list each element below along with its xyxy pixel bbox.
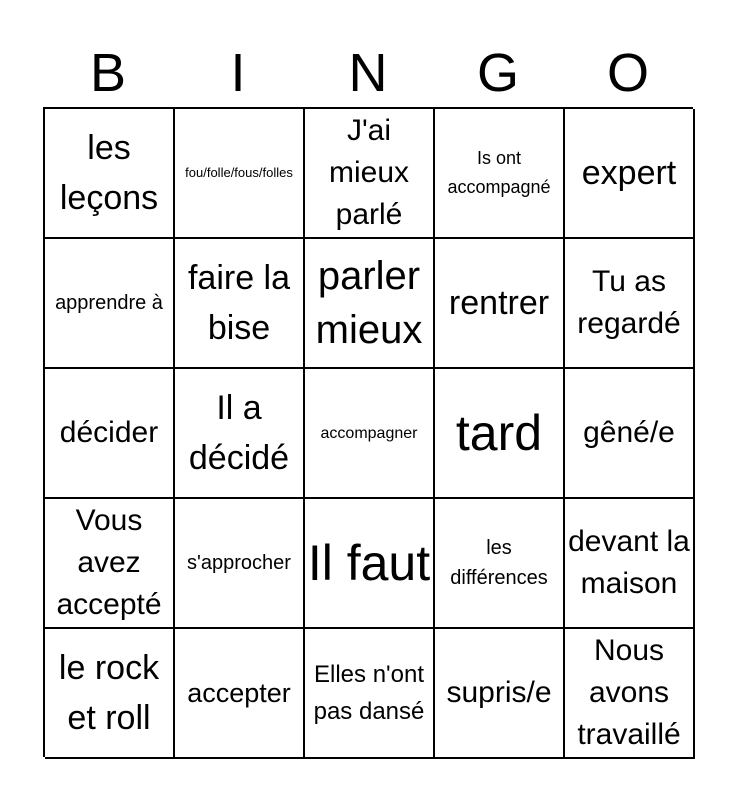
cell-text: Tu as regardé xyxy=(577,265,681,340)
bingo-cell[interactable] xyxy=(175,369,305,499)
bingo-header xyxy=(43,40,693,106)
cell-text: accompagner xyxy=(320,424,418,442)
bingo-cell[interactable] xyxy=(45,239,175,369)
bingo-cell[interactable] xyxy=(175,239,305,369)
cell-text: fou/folle/fous/folles xyxy=(185,165,293,180)
bingo-cell[interactable] xyxy=(565,109,695,239)
cell-text: parler mieux xyxy=(315,254,423,352)
cell-text: les différences xyxy=(450,537,548,589)
cell-text: J'ai mieux parlé xyxy=(328,114,410,231)
bingo-cell[interactable] xyxy=(565,369,695,499)
bingo-cell[interactable] xyxy=(305,629,435,759)
header-letter-b: B xyxy=(89,43,127,103)
bingo-board xyxy=(43,107,693,757)
bingo-cell[interactable] xyxy=(435,369,565,499)
header-letter-g: G xyxy=(476,43,519,103)
cell-text: rentrer xyxy=(448,284,550,322)
cell-text: gêné/e xyxy=(583,416,675,449)
cell-text: Il a décidé xyxy=(188,389,290,477)
bingo-cell[interactable] xyxy=(175,629,305,759)
cell-text: Is ont accompagné xyxy=(447,148,551,197)
cell-text: Nous avons travaillé xyxy=(577,634,681,751)
cell-text: les leçons xyxy=(59,129,159,217)
cell-text: décider xyxy=(59,416,159,449)
cell-text: faire la bise xyxy=(187,259,291,347)
cell-text: tard xyxy=(455,405,543,461)
cell-text: Vous avez accepté xyxy=(56,504,162,621)
cell-text: s'approcher xyxy=(187,552,291,574)
bingo-cell[interactable] xyxy=(45,499,175,629)
bingo-cell[interactable] xyxy=(435,109,565,239)
bingo-cell[interactable] xyxy=(565,239,695,369)
bingo-cell[interactable] xyxy=(305,369,435,499)
cell-text: Elles n'ont pas dansé xyxy=(313,661,425,725)
cell-text: devant la maison xyxy=(568,525,690,600)
bingo-cell[interactable] xyxy=(435,499,565,629)
bingo-cell[interactable] xyxy=(435,239,565,369)
bingo-cell[interactable] xyxy=(305,109,435,239)
bingo-cell[interactable] xyxy=(45,629,175,759)
bingo-cell[interactable] xyxy=(45,369,175,499)
cell-text: expert xyxy=(581,154,677,192)
header-letter-o: O xyxy=(606,43,649,103)
bingo-cell[interactable] xyxy=(565,629,695,759)
bingo-cell[interactable] xyxy=(305,499,435,629)
cell-text: Il faut xyxy=(307,535,431,591)
header-letter-n: N xyxy=(348,43,388,103)
bingo-cell[interactable] xyxy=(45,109,175,239)
bingo-cell[interactable] xyxy=(175,109,305,239)
cell-text: apprendre à xyxy=(55,292,163,314)
bingo-cell[interactable] xyxy=(175,499,305,629)
bingo-cell[interactable] xyxy=(435,629,565,759)
cell-text: supris/e xyxy=(446,676,552,709)
bingo-cell[interactable] xyxy=(305,239,435,369)
cell-text: le rock et roll xyxy=(58,649,160,737)
header-letter-i: I xyxy=(230,43,246,103)
cell-text: accepter xyxy=(187,678,291,708)
bingo-cell[interactable] xyxy=(565,499,695,629)
